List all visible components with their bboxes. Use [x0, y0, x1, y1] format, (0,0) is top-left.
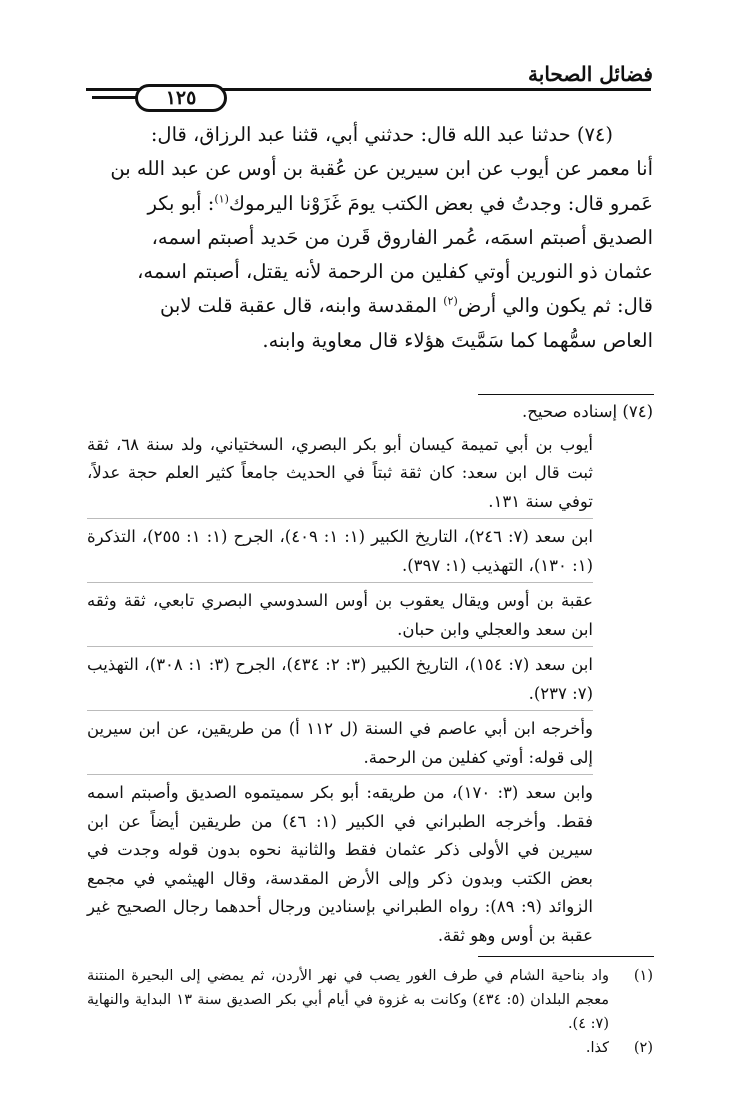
footnote-ref-1[interactable]: (١): [214, 192, 229, 206]
main-line-3: [87, 187, 653, 221]
running-header-title: فضائل الصحابة: [528, 62, 653, 86]
main-line-1: (٧٤) حدثنا عبد الله قال: حدثني أبي، قثنا عبد الرزاق، قال:: [150, 123, 613, 146]
main-line-2: أنا معمر عن أيوب عن ابن سيرين عن عُقبة بن أوس عن عبد الله بن: [110, 157, 653, 181]
commentary-block-5: وأخرجه ابن أبي عاصم في السنة (ل ١١٢ أ) من طريقين، عن ابن سيرين إلى قوله: أوتي كفلين من الرحمة.: [87, 715, 593, 775]
footnotes: [87, 964, 653, 1060]
commentary-block-6: وابن سعد (٣: ١٧٠)، من طريقه: أبو بكر سميتموه الصديق وأصبتم اسمه فقط. وأخرجه الطبراني في الكبير (١: ٤٦) من طريقين أيضاً عن ابن سيرين في الأولى ذكر عثمان فقط والثانية نحوه بدون قوله وجدت في بعض الكتب وبدون ذكر وإلى الأرض المقدسة، وقال الهيثمي في مجمع الزوائد (٩: ٨٩): رواه الطبراني بإسنادين ورجال أحدهما رجال الصحيح غير عقبة بن أوس وهو ثقة.: [87, 783, 593, 945]
main-line-6-tail: المقدسة وابنه، قال عقبة قلت لابن: [160, 294, 444, 318]
commentary-heading: (٧٤) إسناده صحيح.: [521, 402, 653, 421]
main-line-3-text: عَمرو قال: وجدتُ في بعض الكتب يومَ غَزَوْنا اليرموك: [228, 191, 653, 215]
main-line-6-text: قال: ثم يكون والي أرض: [457, 294, 653, 318]
page-number-tail: [92, 96, 138, 99]
footnote-1-text: واد بناحية الشام في طرف الغور يصب في نهر الأردن، ثم يمضي إلى البحيرة المنتنة معجم البلدان (٥: ٤٣٤) وكانت به غزوة في أيام أبي بكر الصديق سنة ١٣ البداية والنهاية (٧: ٤).: [87, 968, 609, 1032]
page-number-badge: [135, 84, 227, 112]
footnote-1: [87, 964, 653, 1036]
commentary-block-1: أيوب بن أبي تميمة كيسان أبو بكر البصري، السختياني، ولد سنة ٦٨، ثقة ثبت قال ابن سعد: كان ثقة ثبتاً في الحديث جامعاً كثير العلم حجة عدلاً، توفي سنة ١٣١.: [87, 431, 593, 520]
main-line-4: الصديق أصبتم اسمَه، عُمر الفاروق قَرن من حَديد أصبتم اسمه،: [151, 225, 653, 249]
commentary-section: [87, 398, 653, 956]
commentary-block-4: ابن سعد (٧: ١٥٤)، التاريخ الكبير (٣: ٢: ٤٣٤)، الجرح (٣: ١: ٣٠٨)، التهذيب (٧: ٢٣٧).: [87, 651, 593, 711]
main-line-6: [87, 289, 653, 323]
main-line-7: العاص سمُّهما كما سَمَّيتَ هؤلاء قال معاوية وابنه.: [262, 328, 653, 352]
main-line-3-tail: : أبو بكر: [147, 191, 215, 215]
footnote-separator: [478, 956, 654, 957]
footnote-ref-2[interactable]: (٢): [443, 294, 458, 308]
main-text: [87, 118, 653, 358]
commentary-block-3: عقبة بن أوس ويقال يعقوب بن أوس السدوسي البصري تابعي، ثقة وثقه ابن سعد والعجلي وابن حبان.: [87, 587, 593, 647]
footnote-2-marker: (٢): [633, 1040, 653, 1056]
main-line-5: عثمان ذو النورين أوتي كفلين من الرحمة لأنه يقتل، أصبتم اسمه،: [137, 260, 653, 284]
commentary-block-2: ابن سعد (٧: ٢٤٦)، التاريخ الكبير (١: ١: ٤٠٩)، الجرح (١: ١: ٢٥٥)، التذكرة (١: ١٣٠)، التهذيب (١: ٣٩٧).: [87, 523, 593, 583]
commentary-separator: [478, 394, 654, 395]
footnote-1-marker: (١): [633, 968, 653, 984]
page-number: ١٢٥: [165, 87, 197, 109]
footnote-2: [87, 1036, 653, 1060]
footnote-2-text: كذا.: [585, 1040, 609, 1056]
